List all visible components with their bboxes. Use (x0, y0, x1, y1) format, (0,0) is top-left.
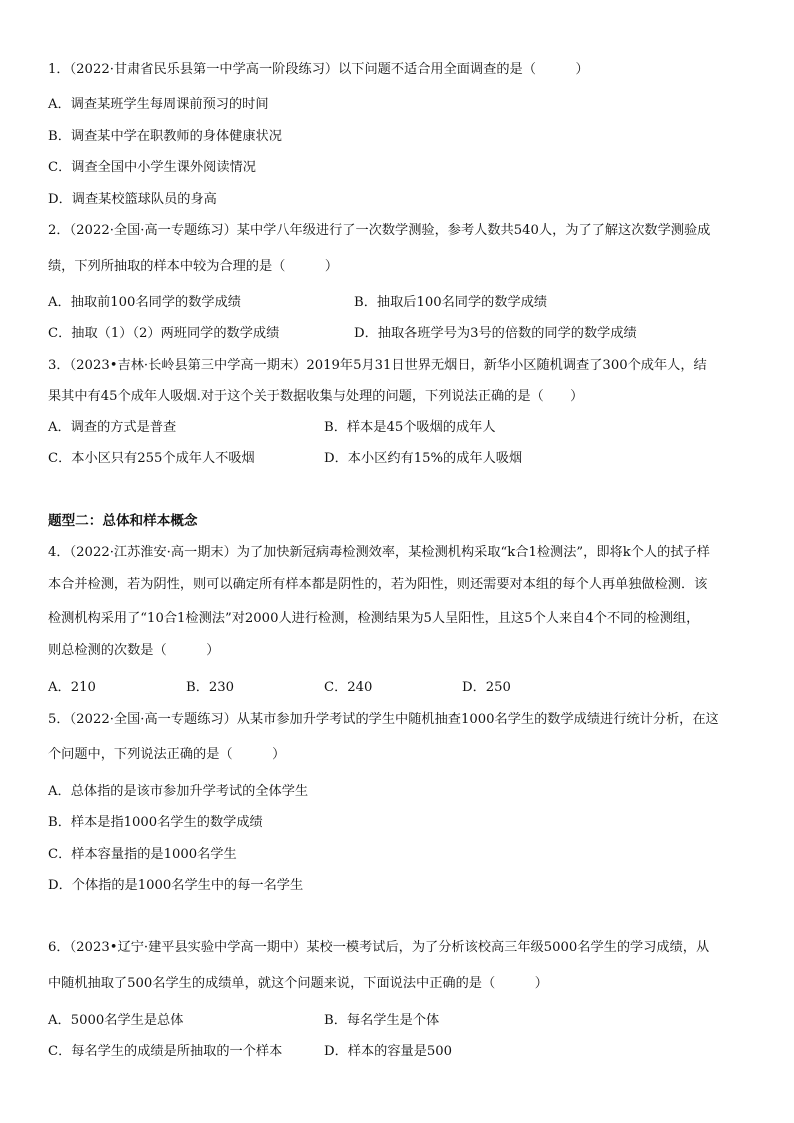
question-1-option-a: A．调查某班学生每周课前预习的时间 (48, 97, 269, 112)
question-3-option-d: D．本小区约有15%的成年人吸烟 (324, 451, 523, 466)
question-1-option-d: D．调查某校篮球队员的身高 (48, 192, 217, 207)
question-1-stem: 1．（2022·甘肃省民乐县第一中学高一阶段练习）以下问题不适合用全面调查的是（ ） (48, 62, 589, 77)
question-4-option-b: B．230 (186, 680, 235, 695)
question-3-stem-line-1: 3．（2023•吉林·长岭县第三中学高一期末）2019年5月31日世界无烟日，新华小区随机调查了300个成年人，结 (48, 358, 707, 373)
question-2-option-a: A．抽取前100名同学的数学成绩 (48, 295, 241, 310)
section-heading: 题型二：总体和样本概念 (48, 513, 198, 529)
question-5-option-c: C．样本容量指的是1000名学生 (48, 847, 237, 862)
question-3-stem-line-2: 果其中有45个成年人吸烟.对于这个关于数据收集与处理的问题，下列说法正确的是（ ） (48, 389, 584, 404)
question-2-stem-line-2: 绩，下列所抽取的样本中较为合理的是（ ） (48, 259, 339, 274)
question-4-option-d: D．250 (462, 680, 511, 695)
question-3-option-c: C．本小区只有255个成年人不吸烟 (48, 451, 255, 466)
question-5-stem-line-1: 5．（2022·全国·高一专题练习）从某市参加升学考试的学生中随机抽查1000名学生的数学成绩进行统计分析，在这 (48, 712, 719, 727)
question-5-stem-line-2: 个问题中，下列说法正确的是（ ） (48, 747, 286, 762)
question-1-option-c: C．调查全国中小学生课外阅读情况 (48, 160, 256, 175)
question-2-option-d: D．抽取各班学号为3号的倍数的同学的数学成绩 (354, 326, 637, 341)
question-3-option-a: A．调查的方式是普查 (48, 420, 177, 435)
question-5-option-d: D．个体指的是1000名学生中的每一名学生 (48, 878, 304, 893)
question-5-option-a: A．总体指的是该市参加升学考试的全体学生 (48, 784, 309, 799)
question-4-option-c: C．240 (324, 680, 373, 695)
question-2-option-c: C．抽取（1）（2）两班同学的数学成绩 (48, 326, 280, 341)
question-4-option-a: A．210 (48, 680, 96, 695)
question-6-stem-line-1: 6．（2023•辽宁·建平县实验中学高一期中）某校一模考试后，为了分析该校高三年级5000名学生的学习成绩，从 (48, 940, 710, 955)
question-4-stem-line-3: 检测机构采用了“10合1检测法”对2000人进行检测，检测结果为5人呈阳性，且这5个人来自4个不同的检测组， (48, 611, 700, 626)
question-4-stem-line-1: 4．（2022·江苏淮安·高一期末）为了加快新冠病毒检测效率，某检测机构采取“k合1检测法”，即将k个人的拭子样 (48, 545, 710, 560)
question-4-stem-line-2: 本合并检测，若为阴性，则可以确定所有样本都是阴性的，若为阳性，则还需要对本组的每个人再单独做检测．该 (48, 577, 708, 592)
question-2-stem-line-1: 2．（2022·全国·高一专题练习）某中学八年级进行了一次数学测验，参考人数共540人，为了了解这次数学测验成 (48, 223, 711, 238)
question-6-option-d: D．样本的容量是500 (324, 1044, 453, 1059)
question-6-stem-line-2: 中随机抽取了500名学生的成绩单，就这个问题来说，下面说法中正确的是（ ） (48, 976, 548, 991)
question-6-option-b: B．每名学生是个体 (324, 1013, 440, 1028)
question-1-option-b: B．调查某中学在职教师的身体健康状况 (48, 129, 282, 144)
question-5-option-b: B．样本是指1000名学生的数学成绩 (48, 815, 263, 830)
question-4-stem-line-4: 则总检测的次数是（ ） (48, 643, 220, 658)
question-2-option-b: B．抽取后100名同学的数学成绩 (354, 295, 548, 310)
question-6-option-a: A．5000名学生是总体 (48, 1013, 184, 1028)
question-3-option-b: B．样本是45个吸烟的成年人 (324, 420, 496, 435)
question-6-option-c: C．每名学生的成绩是所抽取的一个样本 (48, 1044, 283, 1059)
